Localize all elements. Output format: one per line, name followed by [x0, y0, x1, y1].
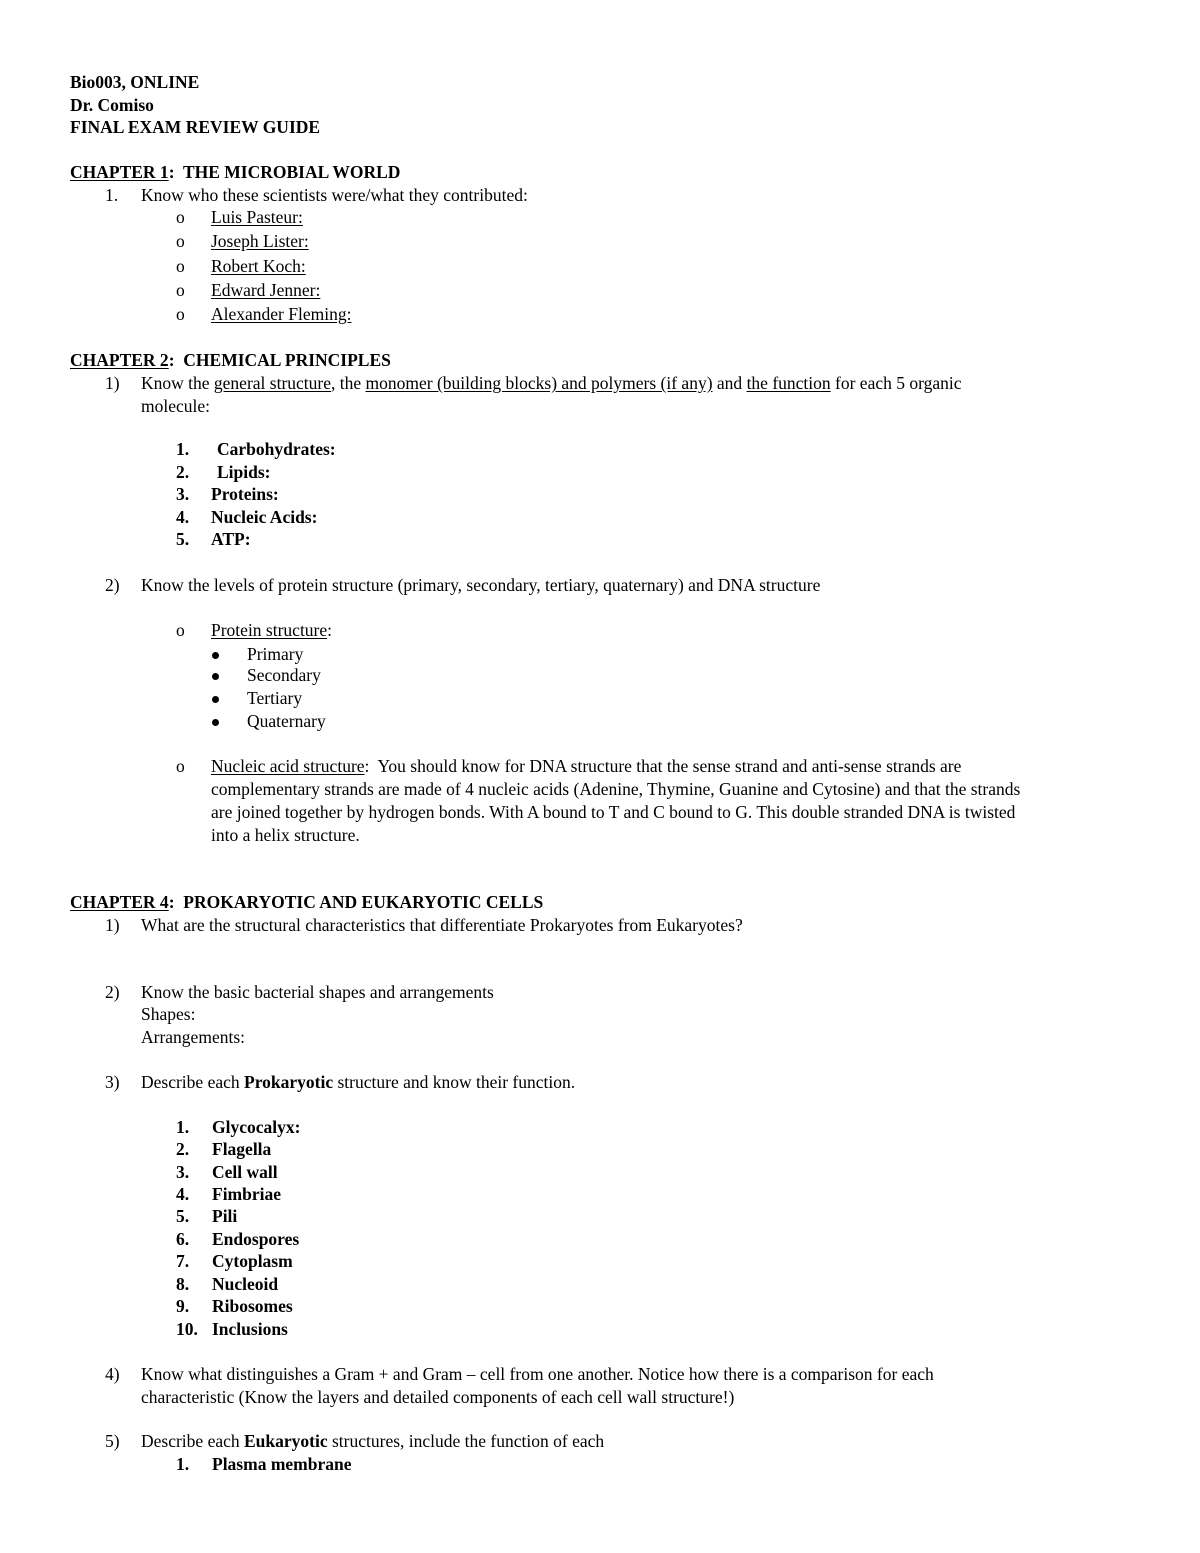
nucleic-structure-label: Nucleic acid structure [211, 756, 365, 776]
bullet-o: o [176, 256, 185, 276]
document-title: FINAL EXAM REVIEW GUIDE [70, 117, 321, 137]
molecule-item: Nucleic Acids: [211, 507, 318, 527]
ch2-q1-text [141, 372, 962, 395]
protein-structure-heading [211, 619, 332, 642]
ch2-q2-number: 2) [105, 575, 120, 595]
prokaryotic-item: Cell wall [212, 1162, 278, 1182]
nucleic-structure-line-1 [211, 755, 961, 778]
chapter-4-title: PROKARYOTIC AND EUKARYOTIC CELLS [183, 892, 544, 912]
chapter-2-heading [70, 349, 391, 372]
list-number: 5. [176, 529, 190, 549]
molecule-item: ATP: [211, 529, 251, 549]
list-number: 8. [176, 1274, 190, 1294]
chapter-2-sep: : [168, 350, 184, 370]
bullet-o: o [176, 756, 185, 776]
list-number: 7. [176, 1251, 190, 1271]
list-number: 6. [176, 1229, 190, 1249]
prokaryotic-item: Pili [212, 1206, 238, 1226]
prokaryotic-item: Cytoplasm [212, 1251, 293, 1271]
scientist-item: Edward Jenner: [211, 280, 321, 300]
list-number: 1. [176, 1454, 190, 1474]
bullet-dot-icon [212, 687, 219, 710]
prokaryotic-item: Nucleoid [212, 1274, 279, 1294]
scientist-item: Joseph Lister: [211, 231, 309, 251]
chapter-1-sep: : [168, 162, 183, 182]
list-number: 1. [176, 1117, 190, 1137]
text-segment: for each 5 organic [830, 373, 962, 393]
shapes-label: Shapes: [141, 1004, 196, 1024]
bold-term: Eukaryotic [244, 1431, 328, 1451]
ch4-q1-text: What are the structural characteristics that differentiate Prokaryotes from Eukaryotes? [141, 915, 743, 935]
ch4-q5-number: 5) [105, 1431, 120, 1451]
nucleic-structure-line-4: into a helix structure. [211, 825, 360, 845]
list-number: 10. [176, 1319, 198, 1339]
protein-level-item: Quaternary [247, 711, 326, 731]
course-heading: Bio003, ONLINE [70, 72, 200, 92]
protein-level-item: Primary [247, 644, 304, 664]
nucleic-structure-line-3: are joined together by hydrogen bonds. With A bound to T and C bound to G. This double stranded DNA is twisted [211, 802, 1016, 822]
list-number: 1. [176, 439, 190, 459]
bullet-dot-icon [212, 710, 219, 733]
chapter-4-label: CHAPTER 4 [70, 892, 169, 912]
text-segment: Know the [141, 373, 214, 393]
chapter-1-heading [70, 161, 400, 184]
protein-level-item: Secondary [247, 665, 321, 685]
protein-level-item: Tertiary [247, 688, 303, 708]
prokaryotic-item: Glycocalyx: [212, 1117, 301, 1137]
text-segment: Describe each [141, 1431, 244, 1451]
chapter-2-title: CHEMICAL PRINCIPLES [183, 350, 391, 370]
list-number: 3. [176, 1162, 190, 1182]
text-segment: and [712, 373, 747, 393]
prokaryotic-item: Ribosomes [212, 1296, 293, 1316]
bullet-dot-icon [212, 664, 219, 687]
list-number: 4. [176, 507, 190, 527]
bullet-o: o [176, 231, 185, 251]
eukaryotic-item: Plasma membrane [212, 1454, 352, 1474]
text-segment: structure and know their function. [333, 1072, 576, 1092]
prokaryotic-item: Flagella [212, 1139, 272, 1159]
list-number: 2. [176, 462, 190, 482]
chapter-1-label: CHAPTER 1 [70, 162, 169, 182]
prokaryotic-item: Fimbriae [212, 1184, 282, 1204]
text-segment: : You should know for DNA structure that the sense strand and anti-sense strands are [364, 756, 962, 776]
bullet-o: o [176, 620, 185, 640]
scientist-item: Alexander Fleming: [211, 304, 352, 324]
bullet-o: o [176, 207, 185, 227]
ch2-q1-text-line2: molecule: [141, 396, 211, 416]
text-segment: structures, include the function of each [327, 1431, 605, 1451]
molecule-item: Lipids: [217, 462, 271, 482]
list-number: 9. [176, 1296, 190, 1316]
nucleic-structure-line-2: complementary strands are made of 4 nucleic acids (Adenine, Thymine, Guanine and Cytosine) and that the strands [211, 779, 1021, 799]
ch4-q1-number: 1) [105, 915, 120, 935]
ch1-q1-number: 1. [105, 185, 119, 205]
prokaryotic-item: Inclusions [212, 1319, 288, 1339]
underlined-term: the function [746, 373, 831, 393]
chapter-4-sep: : [168, 892, 184, 912]
instructor-heading: Dr. Comiso [70, 95, 154, 115]
text-segment: , the [331, 373, 366, 393]
bullet-o: o [176, 280, 185, 300]
molecule-item: Proteins: [211, 484, 279, 504]
protein-structure-colon: : [327, 620, 333, 640]
ch4-q3-number: 3) [105, 1072, 120, 1092]
ch4-q4-text: Know what distinguishes a Gram + and Gram – cell from one another. Notice how there is a comparison for each [141, 1364, 934, 1384]
ch4-q2-number: 2) [105, 982, 120, 1002]
scientist-item: Luis Pasteur: [211, 207, 303, 227]
scientist-item: Robert Koch: [211, 256, 306, 276]
ch2-q1-number: 1) [105, 373, 120, 393]
underlined-term: general structure [213, 373, 331, 393]
prokaryotic-item: Endospores [212, 1229, 300, 1249]
list-number: 4. [176, 1184, 190, 1204]
text-segment: Describe each [141, 1072, 244, 1092]
list-number: 2. [176, 1139, 190, 1159]
ch2-q2-text: Know the levels of protein structure (primary, secondary, tertiary, quaternary) and DNA structure [141, 575, 821, 595]
protein-structure-label: Protein structure [211, 620, 328, 640]
ch4-q3-text [141, 1071, 575, 1094]
chapter-4-heading [70, 891, 543, 914]
chapter-1-title: THE MICROBIAL WORLD [182, 162, 401, 182]
underlined-term: monomer (building blocks) and polymers (if any) [365, 373, 713, 393]
arrangements-label: Arrangements: [141, 1027, 245, 1047]
bullet-dot-icon [212, 643, 219, 666]
list-number: 5. [176, 1206, 190, 1226]
chapter-2-label: CHAPTER 2 [70, 350, 169, 370]
list-number: 3. [176, 484, 190, 504]
ch4-q5-text [141, 1430, 604, 1453]
molecule-item: Carbohydrates: [217, 439, 336, 459]
ch1-q1-text: Know who these scientists were/what they contributed: [141, 185, 528, 205]
bullet-o: o [176, 304, 185, 324]
ch4-q4-number: 4) [105, 1364, 120, 1384]
ch4-q2-text: Know the basic bacterial shapes and arrangements [141, 982, 494, 1002]
bold-term: Prokaryotic [244, 1072, 334, 1092]
ch4-q4-text-line2: characteristic (Know the layers and detailed components of each cell wall structure!) [141, 1387, 735, 1407]
